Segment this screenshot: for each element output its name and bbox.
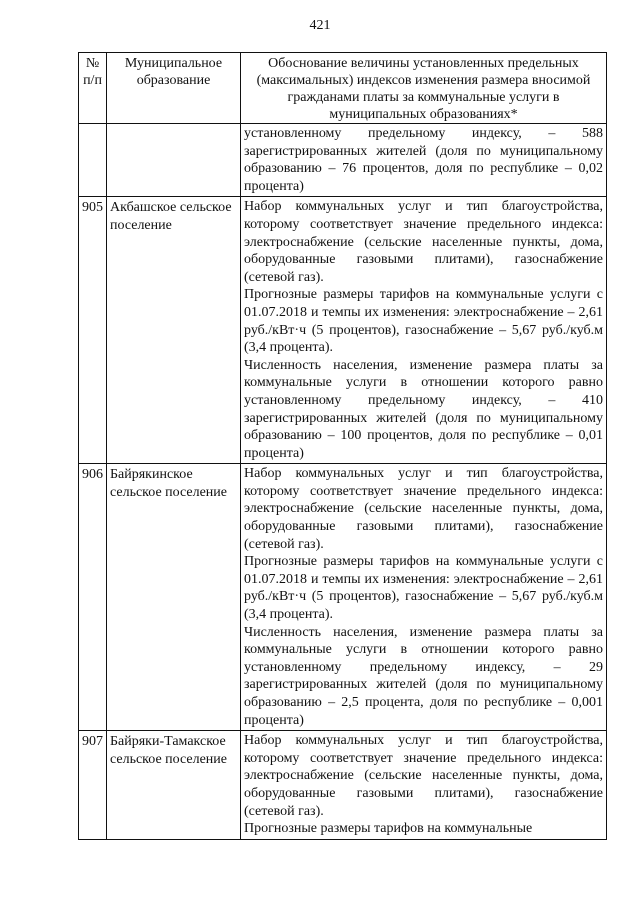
paragraph-population: Численность населения, изменение размера платы за коммунальные услуги в отношении которого равно установленному предельному индексу, – 29 зарегистрированных жителей (доля по муниципальному образованию – 2,5 процента, доля по республике – 0,001 процента)	[244, 624, 603, 728]
page-number: 421	[309, 18, 331, 33]
table-row	[79, 197, 607, 464]
paragraph-tariffs: Прогнозные размеры тарифов на коммунальные услуги с 01.07.2018 и темпы их изменения: электроснабжение – 2,61 руб./кВт·ч (5 процентов), газоснабжение – 5,67 руб./куб.м (3,4 процента).	[244, 287, 603, 356]
table-row	[79, 464, 607, 731]
header-number: № п/п	[79, 53, 107, 124]
paragraph-population: Численность населения, изменение размера платы за коммунальные услуги в отношении которого равно установленному предельному индексу, – 410 зарегистрированных жителей (доля по муниципальному образованию – 100 процентов, доля по республике – 0,01 процента)	[244, 357, 603, 461]
row-municipality: Байряки-Тамакское сельское поселение	[107, 731, 241, 840]
header-municipality: Муниципальное образование	[107, 53, 241, 124]
continuation-text: установленному предельному индексу, – 588 зарегистрированных жителей (доля по муниципальному образованию – 76 процентов, доля по республике – 0,02 процента)	[241, 124, 607, 197]
paragraph-services: Набор коммунальных услуг и тип благоустройства, которому соответствует значение предельного индекса: электроснабжение (сельские населенные пункты, дома, оборудованные газовыми плитами), газоснабжение (сетевой газ).	[244, 733, 603, 819]
row-justification	[241, 197, 607, 464]
row-justification	[241, 731, 607, 840]
paragraph-tariffs: Прогнозные размеры тарифов на коммунальные	[244, 821, 533, 837]
continuation-municipality-cell	[107, 124, 241, 197]
row-municipality: Акбашское сельское поселение	[107, 197, 241, 464]
row-number: 907	[79, 731, 107, 840]
table-header-row	[79, 53, 607, 124]
indices-table	[78, 52, 607, 840]
row-justification	[241, 464, 607, 731]
row-municipality: Байрякинское сельское поселение	[107, 464, 241, 731]
table-row-continuation	[79, 124, 607, 197]
paragraph-tariffs: Прогнозные размеры тарифов на коммунальные услуги с 01.07.2018 и темпы их изменения: электроснабжение – 2,61 руб./кВт·ч (5 процентов), газоснабжение – 5,67 руб./куб.м (3,4 процента).	[244, 554, 603, 623]
header-justification: Обоснование величины установленных предельных (максимальных) индексов изменения размера вносимой гражданами платы за коммунальные услуги в муниципальных образованиях*	[241, 53, 607, 124]
row-number: 905	[79, 197, 107, 464]
row-number: 906	[79, 464, 107, 731]
paragraph-services: Набор коммунальных услуг и тип благоустройства, которому соответствует значение предельного индекса: электроснабжение (сельские населенные пункты, дома, оборудованные газовыми плитами), газоснабжение (сетевой газ).	[244, 466, 603, 552]
table-row	[79, 731, 607, 840]
paragraph-services: Набор коммунальных услуг и тип благоустройства, которому соответствует значение предельного индекса: электроснабжение (сельские населенные пункты, дома, оборудованные газовыми плитами), газоснабжение (сетевой газ).	[244, 199, 603, 285]
continuation-number-cell	[79, 124, 107, 197]
